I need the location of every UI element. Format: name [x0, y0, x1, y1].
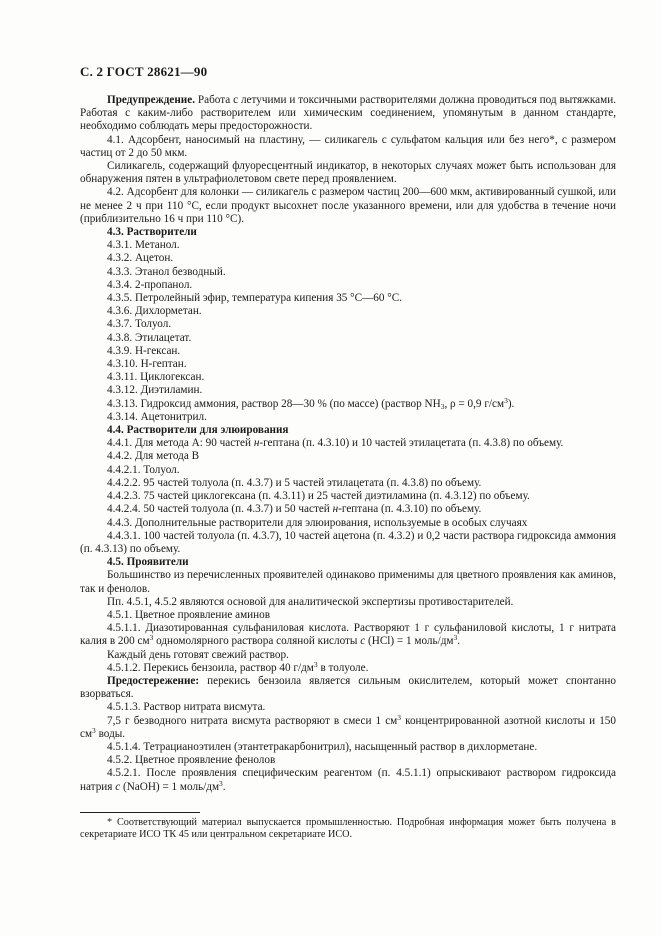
clause-4-4-2-4: [80, 503, 616, 516]
daily-paragraph: Каждый день готовят свежий раствор.: [107, 648, 289, 661]
clause-4-5-1: 4.5.1. Цветное проявление аминов: [107, 608, 271, 621]
solvent-item: 4.3.11. Циклогексан.: [107, 371, 205, 384]
silica-paragraph: Силикагель, содержащий флуоресцентный индикатор, в некоторых случаях может быть использован для обнаружения пятен в ультрафиолетовом свете перед проявлением.: [80, 160, 616, 186]
bismuth-paragraph: [80, 712, 616, 741]
solvent-item: 4.3.12. Диэтиламин.: [107, 384, 203, 397]
clause-4-5-1-1-sup2: 3: [453, 633, 458, 643]
solvent-item: 4.3.10. Н-гептан.: [107, 358, 187, 371]
page-body: [80, 94, 616, 794]
developers-paragraph-1: Большинство из перечисленных проявителей одинаково применимы для цветного проявления как аминов, так и фенолов.: [80, 569, 616, 595]
clause-4-4-2-2: 4.4.2.2. 95 частей толуола (п. 4.3.7) и 5 частей этилацетата (п. 4.3.8) по объему.: [107, 476, 482, 489]
bismuth-sup1: 3: [397, 712, 402, 722]
bismuth-text: 7,5 г безводного нитрата висмута растворяют в смеси 1 см: [107, 714, 398, 727]
clause-4-5-1-2-text: 4.5.1.2. Перекись бензоила, раствор 40 г/дм: [107, 661, 314, 674]
warning-label: Предупреждение.: [107, 94, 196, 106]
clause-4-3-13-sub: 3: [440, 401, 445, 411]
clause-4-5-1-3: 4.5.1.3. Раствор нитрата висмута.: [107, 701, 266, 714]
solvent-item: 4.3.4. 2-пропанол.: [107, 278, 193, 291]
clause-4-5-2-1: [80, 767, 616, 793]
clause-4-5-1-1-italic: c: [360, 635, 366, 648]
clause-4-3-13-end: ).: [507, 397, 515, 410]
warning-text: Работа с летучими и токсичными растворителями должна проводиться под вытяжками. Работая с каким-либо растворителем или химическим соединением, упомянутым в данном стандарте, необходимо соблюдать меры предосторожности.: [80, 94, 616, 133]
caution-label: Предостережение:: [107, 674, 200, 687]
clause-4-4-1-text: 4.4.1. Для метода А: 90 частей: [107, 437, 254, 450]
clause-4-5-1-1-sup1: 3: [149, 633, 154, 643]
clause-4-5-1-1-end: .: [457, 635, 461, 648]
section-4-5-heading: 4.5. Проявители: [107, 556, 189, 569]
developers-paragraph-2: Пп. 4.5.1, 4.5.2 являются основой для аналитической экспертизы противостарителей.: [107, 595, 514, 608]
clause-4-2: 4.2. Адсорбент для колонки — силикагель с размером частиц 200—600 мкм, активированный сушкой, или не менее 2 ч при 110 °С, если продукт высохнет после указанного времени, или для удобства в течение ночи (приблизительно 16 ч при 110 °С).: [80, 186, 616, 225]
clause-4-3-13-text: 4.3.13. Гидроксид аммония, раствор 28—30 % (по массе) (раствор NH: [107, 397, 441, 410]
solvent-item: 4.3.5. Петролейный эфир, температура кипения 35 °С—60 °С.: [107, 292, 403, 305]
solvent-item: 4.3.3. Этанол безводный.: [107, 265, 226, 278]
warning-paragraph: [80, 94, 616, 134]
solvent-item: 4.3.1. Метанол.: [107, 239, 180, 252]
clause-4-3-13-density: , ρ = 0,9 г/см: [444, 397, 505, 410]
clause-4-4-2-3: 4.4.2.3. 75 частей циклогексана (п. 4.3.11) и 25 частей диэтиламина (п. 4.3.12) по объему.: [107, 490, 530, 503]
caution-paragraph: [80, 675, 616, 701]
clause-4-4-2-4-text: 4.4.2.4. 50 частей толуола (п. 4.3.7) и 50 частей: [107, 503, 333, 516]
clause-4-5-1-2-rest: в толуоле.: [317, 661, 369, 674]
clause-4-4-1-rest: -гептана (п. 4.3.10) и 10 частей этилацетата (п. 4.3.8) по объему.: [259, 437, 564, 450]
clause-4-1: 4.1. Адсорбент, наносимый на пластину, — силикагель с сульфатом кальция или без него*, с размером частиц от 2 до 50 мкм.: [80, 133, 616, 159]
clause-4-5-1-2-sup: 3: [313, 659, 318, 669]
clause-4-5-2-1-italic: c: [115, 780, 121, 793]
clause-4-5-1-1: [80, 622, 616, 648]
footnote: * Соответствующий материал выпускается промышленностью. Подробная информация может быть получена в секретариате ИСО ТК 45 или центральном секретариате ИСО.: [80, 817, 616, 841]
clause-4-3-14: 4.3.14. Ацетонитрил.: [107, 410, 207, 423]
clause-4-4-1: [80, 437, 616, 450]
solvent-item: 4.3.9. Н-гексан.: [107, 344, 181, 357]
clause-4-3-13-sup: 3: [504, 395, 508, 405]
clause-4-5-2-1-end: .: [222, 780, 226, 793]
bismuth-mid: концентрированной азотной кислоты и 150 см: [80, 714, 616, 740]
clause-4-5-1-4: 4.5.1.4. Тетрацианоэтилен (этантетракарбонитрил), насыщенный раствор в дихлорметане.: [107, 740, 538, 753]
clause-4-4-3: 4.4.3. Дополнительные растворители для элюирования, используемые в особых случаях: [107, 516, 528, 529]
clause-4-4-1-italic: н: [253, 437, 260, 450]
clause-4-3-13: [80, 395, 616, 411]
solvent-item: 4.3.8. Этилацетат.: [107, 331, 192, 344]
bismuth-end: воды.: [95, 727, 126, 740]
solvent-item: 4.3.6. Дихлорметан.: [107, 305, 202, 318]
clause-4-5-2-1-sup: 3: [219, 778, 223, 788]
clause-4-5-1-1-formula: (HCl) = 1 моль/дм: [365, 635, 454, 648]
clause-4-4-2-4-italic: н: [332, 503, 339, 516]
solvent-item: 4.3.2. Ацетон.: [107, 252, 174, 265]
footnote-rule: [80, 812, 200, 813]
caution-text: перекись бензоила является сильным окислителем, который может спонтанно взорваться.: [80, 674, 616, 701]
clause-4-5-2-1-formula: (NaOH) = 1 моль/дм: [120, 780, 220, 793]
clause-4-5-1-1-mid: одномолярного раствора соляной кислоты: [153, 635, 361, 648]
bismuth-sup2: 3: [92, 725, 96, 735]
clause-4-4-2: 4.4.2. Для метода В: [107, 450, 200, 463]
section-4-3-heading: 4.3. Растворители: [107, 226, 197, 239]
clause-4-5-2: 4.5.2. Цветное проявление фенолов: [107, 754, 276, 767]
clause-4-4-2-4-rest: -гептана (п. 4.3.10) по объему.: [338, 503, 482, 516]
clause-4-4-3-1: 4.4.3.1. 100 частей толуола (п. 4.3.7), 10 частей ацетона (п. 4.3.2) и 0,2 части раствора гидроксида аммония (п. 4.3.13) по объему.: [80, 529, 616, 555]
page-header: С. 2 ГОСТ 28621—90: [80, 64, 208, 79]
solvent-item: 4.3.7. Толуол.: [107, 318, 172, 331]
clause-4-5-2-1-text: 4.5.2.1. После проявления специфическим реагентом (п. 4.5.1.1) опрыскивают раствором гидроксида натрия: [80, 767, 616, 793]
clause-4-4-2-1: 4.4.2.1. Толуол.: [107, 463, 180, 476]
solvents-list: [80, 239, 616, 397]
section-4-4-heading: 4.4. Растворители для элюирования: [107, 424, 289, 437]
clause-4-5-1-1-text: 4.5.1.1. Диазотированная сульфаниловая кислота. Растворяют 1 г сульфаниловой кислоты, 1 г нитрата калия в 200 см: [80, 622, 616, 648]
clause-4-5-1-2: [80, 659, 616, 675]
